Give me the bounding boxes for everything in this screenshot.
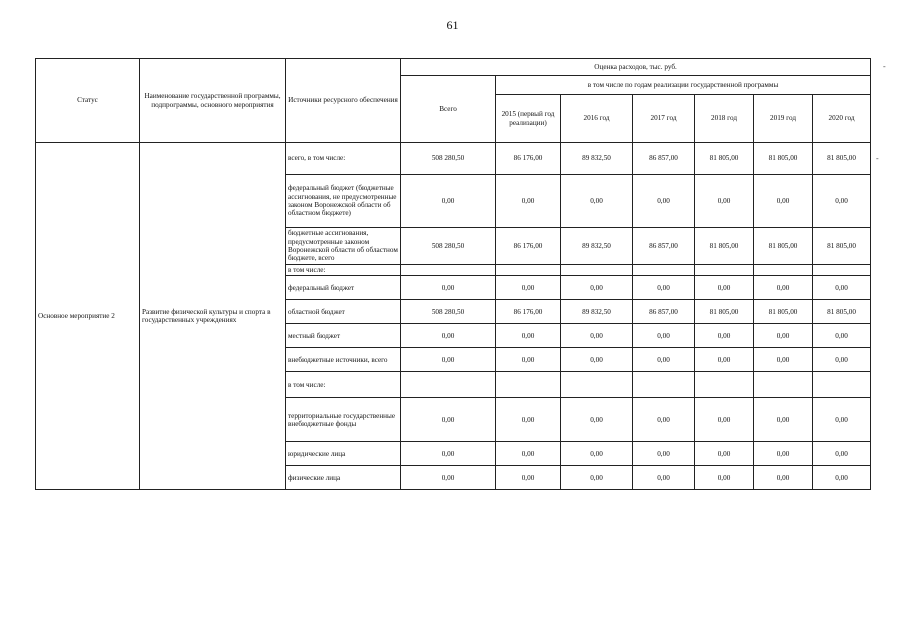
header-year-2019: 2019 год [754,95,813,143]
source-cell: физические лица [286,466,401,490]
year-value-cell: 81 805,00 [695,300,754,324]
year-value-cell: 0,00 [695,324,754,348]
year-value-cell: 0,00 [695,348,754,372]
year-value-cell [754,265,813,276]
year-value-cell [695,372,754,398]
year-value-cell: 81 805,00 [754,143,813,175]
year-value-cell [496,265,561,276]
year-value-cell [813,372,871,398]
header-year-2016: 2016 год [561,95,633,143]
header-sources: Источники ресурсного обеспечения [286,59,401,143]
year-value-cell: 0,00 [496,466,561,490]
year-value-cell: 0,00 [754,442,813,466]
year-value-cell: 81 805,00 [813,143,871,175]
year-value-cell: 0,00 [813,442,871,466]
year-value-cell: 0,00 [695,442,754,466]
year-value-cell: 0,00 [754,276,813,300]
total-value-cell: 508 280,50 [401,300,496,324]
year-value-cell: 0,00 [754,466,813,490]
total-value-cell: 0,00 [401,175,496,228]
year-value-cell: 0,00 [813,348,871,372]
scan-mark: - [883,62,886,71]
year-value-cell: 0,00 [754,398,813,442]
year-value-cell: 0,00 [813,324,871,348]
year-value-cell: 0,00 [561,466,633,490]
year-value-cell: 0,00 [695,466,754,490]
year-value-cell: 0,00 [754,175,813,228]
year-value-cell [633,372,695,398]
source-cell: внебюджетные источники, всего [286,348,401,372]
year-value-cell: 0,00 [813,466,871,490]
year-value-cell: 86 857,00 [633,300,695,324]
total-value-cell: 0,00 [401,276,496,300]
source-cell: федеральный бюджет [286,276,401,300]
year-value-cell [754,372,813,398]
total-value-cell: 0,00 [401,398,496,442]
scan-mark: - [876,154,879,163]
year-value-cell: 81 805,00 [754,300,813,324]
year-value-cell [561,372,633,398]
year-value-cell [633,265,695,276]
header-total: Всего [401,76,496,143]
year-value-cell: 81 805,00 [813,228,871,265]
header-status: Статус [36,59,140,143]
year-value-cell: 0,00 [561,276,633,300]
table-row [36,143,871,175]
source-cell: в том числе: [286,372,401,398]
year-value-cell: 86 176,00 [496,300,561,324]
page-number: 61 [446,18,459,32]
year-value-cell: 0,00 [633,276,695,300]
source-cell: бюджетные ассигнования, предусмотренные законом Воронежской области об областном бюджете, всего [286,228,401,265]
year-value-cell: 0,00 [561,442,633,466]
total-value-cell: 0,00 [401,466,496,490]
year-value-cell [561,265,633,276]
year-value-cell: 0,00 [633,442,695,466]
year-value-cell: 0,00 [561,175,633,228]
total-value-cell: 508 280,50 [401,228,496,265]
year-value-cell: 0,00 [695,175,754,228]
year-value-cell: 0,00 [813,175,871,228]
year-value-cell: 0,00 [496,276,561,300]
year-value-cell: 89 832,50 [561,143,633,175]
year-value-cell: 81 805,00 [695,228,754,265]
year-value-cell [813,265,871,276]
header-year-2017: 2017 год [633,95,695,143]
year-value-cell: 0,00 [561,324,633,348]
status-cell: Основное мероприятие 2 [36,143,140,490]
source-cell: территориальные государственные внебюджетные фонды [286,398,401,442]
year-value-cell: 0,00 [813,398,871,442]
header-year-2020: 2020 год [813,95,871,143]
year-value-cell [695,265,754,276]
year-value-cell: 86 176,00 [496,143,561,175]
total-value-cell [401,372,496,398]
total-value-cell: 0,00 [401,442,496,466]
year-value-cell: 81 805,00 [813,300,871,324]
source-cell: всего, в том числе: [286,143,401,175]
year-value-cell: 0,00 [695,398,754,442]
header-cost-estimate: Оценка расходов, тыс. руб. [401,59,871,76]
year-value-cell: 0,00 [754,324,813,348]
year-value-cell: 0,00 [496,324,561,348]
year-value-cell: 89 832,50 [561,300,633,324]
header-by-years: в том числе по годам реализации государственной программы [496,76,871,95]
source-cell: федеральный бюджет (бюджетные ассигнования, не предусмотренные законом Воронежской области об областном бюджете) [286,175,401,228]
year-value-cell: 81 805,00 [695,143,754,175]
year-value-cell: 0,00 [496,348,561,372]
year-value-cell: 0,00 [633,324,695,348]
year-value-cell: 0,00 [496,175,561,228]
budget-table [35,58,871,490]
year-value-cell: 0,00 [633,466,695,490]
source-cell: в том числе: [286,265,401,276]
total-value-cell [401,265,496,276]
year-value-cell [496,372,561,398]
year-value-cell: 0,00 [813,276,871,300]
year-value-cell: 86 857,00 [633,143,695,175]
year-value-cell: 0,00 [695,276,754,300]
year-value-cell: 0,00 [633,175,695,228]
total-value-cell: 0,00 [401,324,496,348]
year-value-cell: 86 176,00 [496,228,561,265]
year-value-cell: 0,00 [633,398,695,442]
total-value-cell: 0,00 [401,348,496,372]
year-value-cell: 86 857,00 [633,228,695,265]
year-value-cell: 0,00 [561,348,633,372]
source-cell: областной бюджет [286,300,401,324]
header-year-2018: 2018 год [695,95,754,143]
year-value-cell: 0,00 [633,348,695,372]
year-value-cell: 81 805,00 [754,228,813,265]
header-year-2015: 2015 (первый год реализации) [496,95,561,143]
year-value-cell: 89 832,50 [561,228,633,265]
year-value-cell: 0,00 [496,442,561,466]
source-cell: местный бюджет [286,324,401,348]
year-value-cell: 0,00 [561,398,633,442]
year-value-cell: 0,00 [496,398,561,442]
header-name: Наименование государственной программы, подпрограммы, основного мероприятия [140,59,286,143]
source-cell: юридические лица [286,442,401,466]
year-value-cell: 0,00 [754,348,813,372]
measure-name-cell: Развитие физической культуры и спорта в государственных учреждениях [140,143,286,490]
total-value-cell: 508 280,50 [401,143,496,175]
